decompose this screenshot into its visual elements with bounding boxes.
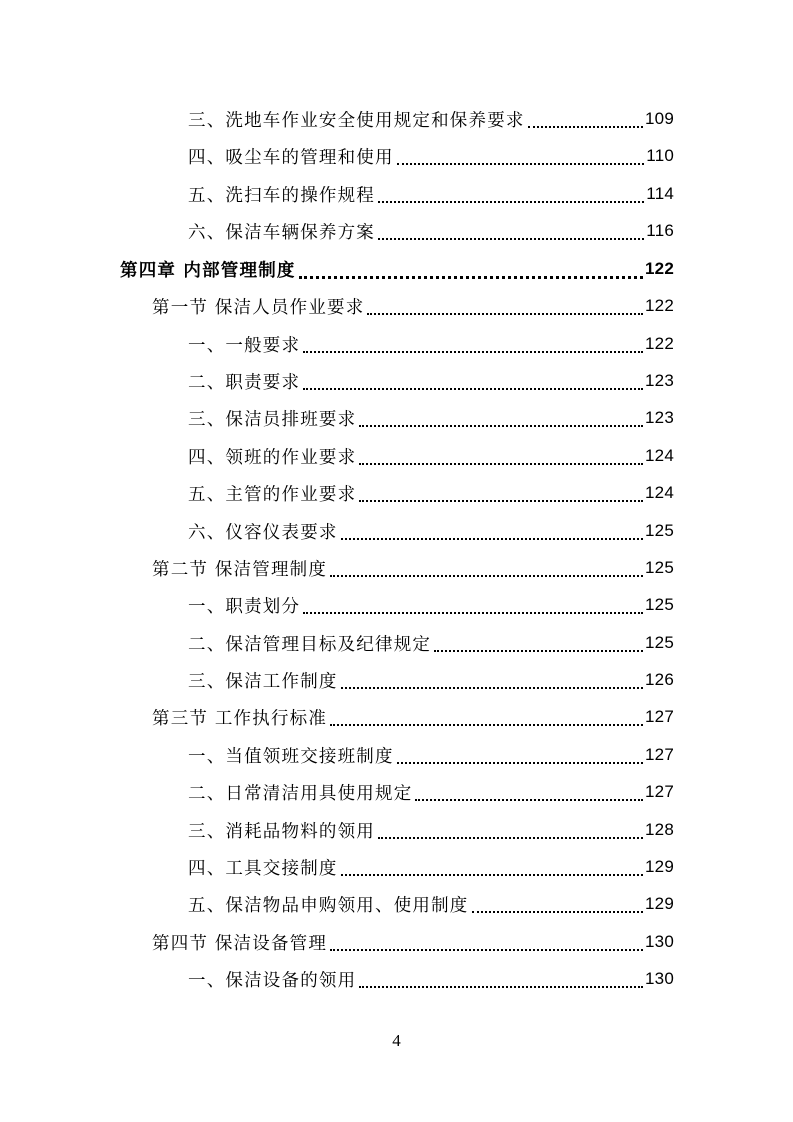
toc-entry-page: 127	[645, 782, 674, 801]
dot-leader	[397, 732, 643, 764]
toc-entry-title: 一、职责划分	[188, 596, 301, 617]
toc-entry[interactable]	[188, 665, 674, 695]
toc-entry-title: 四、吸尘车的管理和使用	[188, 147, 394, 168]
toc-entry[interactable]	[188, 366, 674, 396]
dot-leader	[299, 246, 643, 279]
toc-entry-page: 125	[645, 633, 674, 652]
toc-entry-page: 125	[645, 521, 674, 540]
toc-entry-title: 三、洗地车作业安全使用规定和保养要求	[188, 110, 525, 131]
toc-entry[interactable]	[188, 516, 674, 546]
toc-entry-page: 110	[646, 146, 674, 165]
toc-entry-title: 三、消耗品物料的领用	[188, 821, 375, 842]
dot-leader	[359, 470, 643, 502]
dot-leader	[415, 769, 643, 801]
toc-entry-page: 128	[645, 820, 674, 839]
dot-leader	[330, 545, 643, 577]
dot-leader	[472, 881, 644, 913]
toc-entry-title: 一、保洁设备的领用	[188, 970, 357, 991]
toc-entry-title: 第三节 工作执行标准	[152, 708, 328, 729]
toc-entry-page: 126	[645, 670, 674, 689]
toc-entry-page: 124	[645, 446, 674, 465]
dot-leader	[303, 321, 643, 353]
toc-entry[interactable]	[188, 216, 674, 246]
toc-entry-page: 125	[645, 558, 674, 577]
toc-entry-title: 四、工具交接制度	[188, 858, 338, 879]
toc-entry[interactable]	[188, 179, 674, 209]
toc-entry-page: 127	[645, 745, 674, 764]
toc-entry-page: 123	[645, 371, 674, 390]
toc-entry-title: 第四章 内部管理制度	[120, 260, 296, 281]
toc-entry-page: 122	[645, 259, 674, 278]
dot-leader	[367, 283, 643, 315]
toc-entry-title: 二、保洁管理目标及纪律规定	[188, 634, 432, 655]
toc-entry-page: 127	[645, 707, 674, 726]
dot-leader	[330, 919, 643, 951]
toc-entry[interactable]	[188, 852, 674, 882]
dot-leader	[378, 208, 644, 240]
toc-entry-title: 二、职责要求	[188, 372, 301, 393]
page-number: 4	[392, 1031, 401, 1050]
toc-entry[interactable]	[188, 628, 674, 658]
dot-leader	[378, 171, 644, 203]
toc-section-entry[interactable]	[152, 702, 674, 732]
toc-entry-title: 二、日常清洁用具使用规定	[188, 783, 413, 804]
dot-leader	[359, 956, 643, 988]
toc-entry[interactable]	[188, 590, 674, 620]
toc-section-entry[interactable]	[152, 927, 674, 957]
dot-leader	[341, 844, 643, 876]
toc-entry-title: 一、当值领班交接班制度	[188, 746, 394, 767]
dot-leader	[330, 694, 643, 726]
toc-entry-title: 第二节 保洁管理制度	[152, 559, 328, 580]
toc-entry-title: 第一节 保洁人员作业要求	[152, 297, 365, 318]
toc-entry[interactable]	[188, 889, 674, 919]
toc-entry-title: 三、保洁员排班要求	[188, 409, 357, 430]
toc-entry[interactable]	[188, 403, 674, 433]
toc-entry-title: 四、领班的作业要求	[188, 447, 357, 468]
dot-leader	[303, 358, 643, 390]
toc-entry[interactable]	[188, 478, 674, 508]
toc-entry-page: 114	[646, 184, 674, 203]
dot-leader	[359, 433, 643, 465]
toc-entry-page: 116	[646, 221, 674, 240]
toc-entry-page: 122	[645, 334, 674, 353]
toc-entry-page: 124	[645, 483, 674, 502]
toc-entry[interactable]	[188, 740, 674, 770]
toc-entry-page: 130	[645, 932, 674, 951]
dot-leader	[303, 582, 643, 614]
toc-entry[interactable]	[188, 964, 674, 994]
dot-leader	[397, 133, 645, 165]
toc-entry-title: 五、保洁物品申购领用、使用制度	[188, 895, 469, 916]
toc-entry-page: 125	[645, 595, 674, 614]
toc-entry-page: 123	[645, 408, 674, 427]
toc-entry-title: 一、一般要求	[188, 335, 301, 356]
toc-entry[interactable]	[188, 329, 674, 359]
toc-entry[interactable]	[188, 104, 674, 134]
toc-entry-page: 129	[645, 857, 674, 876]
toc-entry-title: 五、洗扫车的操作规程	[188, 185, 375, 206]
toc-entry[interactable]	[188, 815, 674, 845]
toc-section-entry[interactable]	[152, 291, 674, 321]
toc-entry-page: 122	[645, 296, 674, 315]
toc-entry[interactable]	[188, 441, 674, 471]
toc-section-entry[interactable]	[152, 553, 674, 583]
dot-leader	[528, 96, 643, 128]
toc-entry-page: 129	[645, 894, 674, 913]
dot-leader	[341, 508, 643, 540]
toc-entry-page: 109	[645, 109, 674, 128]
dot-leader	[378, 807, 643, 839]
toc-entry[interactable]	[188, 777, 674, 807]
toc-entry-title: 第四节 保洁设备管理	[152, 933, 328, 954]
toc-entry-page: 130	[645, 969, 674, 988]
toc-entry-title: 六、保洁车辆保养方案	[188, 222, 375, 243]
toc-entry-title: 六、仪容仪表要求	[188, 522, 338, 543]
toc-chapter-entry[interactable]	[120, 254, 674, 284]
toc-entry-title: 三、保洁工作制度	[188, 671, 338, 692]
dot-leader	[341, 657, 643, 689]
toc-entry-title: 五、主管的作业要求	[188, 484, 357, 505]
toc-entry[interactable]	[188, 141, 674, 171]
dot-leader	[434, 620, 643, 652]
dot-leader	[359, 395, 643, 427]
